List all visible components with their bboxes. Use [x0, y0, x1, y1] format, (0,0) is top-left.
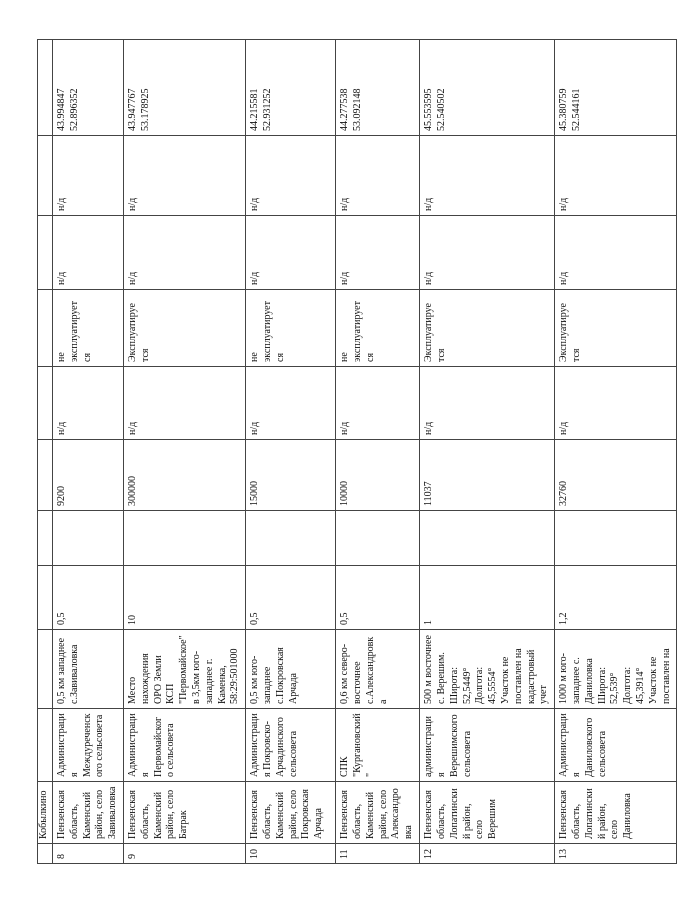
header-cell-empty	[38, 40, 53, 136]
na-cell: н/д	[53, 367, 124, 440]
depth-cell: 1	[420, 566, 555, 630]
rotated-table-wrapper	[37, 40, 672, 864]
place-cell: 1000 м юго-западнее с. Даниловка Широта: 52,539° Долгота: 45,3914° Участок не поставлен на	[555, 630, 677, 709]
header-cell-empty	[38, 630, 53, 709]
row-number-cell: 9	[123, 844, 245, 864]
header-cell-empty	[38, 440, 53, 511]
header-cell-empty	[38, 511, 53, 566]
table-row	[53, 40, 124, 864]
coordinates-cell: 44.277538 53.092148	[336, 40, 420, 136]
table-row	[246, 40, 336, 864]
status-cell: не эксплуатирует ся	[246, 290, 336, 367]
empty-cell	[246, 511, 336, 566]
header-cell-empty	[38, 290, 53, 367]
na-cell: н/д	[123, 136, 245, 216]
na-cell: н/д	[123, 367, 245, 440]
status-cell: Эксплуатируе тся	[555, 290, 677, 367]
wells-table	[37, 39, 677, 864]
place-cell: 500 м восточнее с. Верешим. Широта: 52,5449° Долгота: 45,5554° Участок не поставлен на кадастровый учет	[420, 630, 555, 709]
header-cell-empty	[38, 709, 53, 782]
na-cell: н/д	[246, 136, 336, 216]
place-cell: Место нахождения ОРО Земли КСП "Первомайское" в 3,5км юго-западнее г. Каменка, 58:29:501000	[123, 630, 245, 709]
table-row	[336, 40, 420, 864]
location-cell: Пензенская область, Каменский район, село Завиваловка	[53, 782, 124, 844]
status-cell: Эксплуатируе тся	[123, 290, 245, 367]
row-number-cell: 11	[336, 844, 420, 864]
empty-cell	[123, 511, 245, 566]
empty-cell	[53, 511, 124, 566]
empty-cell	[336, 511, 420, 566]
table-header-fragment-row	[38, 40, 53, 864]
location-cell: Пензенская область, Каменский район, село Батрак	[123, 782, 245, 844]
owner-cell: Администрация Первомайского сельсовета	[123, 709, 245, 782]
header-cell-empty	[38, 216, 53, 290]
location-cell: Пензенская область, Лопатинский район, село Верешим	[420, 782, 555, 844]
header-cell-empty	[38, 136, 53, 216]
table-row	[420, 40, 555, 864]
depth-cell: 1,2	[555, 566, 677, 630]
coordinates-cell: 45.553595 52.540502	[420, 40, 555, 136]
area-cell: 11037	[420, 440, 555, 511]
status-cell: не эксплуатирует ся	[336, 290, 420, 367]
na-cell: н/д	[420, 367, 555, 440]
table-body	[38, 40, 677, 864]
empty-cell	[420, 511, 555, 566]
place-cell: 0,6 км северо-восточнее с.Александровка	[336, 630, 420, 709]
area-cell: 300000	[123, 440, 245, 511]
na-cell: н/д	[123, 216, 245, 290]
area-cell: 10000	[336, 440, 420, 511]
depth-cell: 0,5	[336, 566, 420, 630]
area-cell: 9200	[53, 440, 124, 511]
row-number-cell: 8	[53, 844, 124, 864]
row-number-cell: 12	[420, 844, 555, 864]
na-cell: н/д	[246, 367, 336, 440]
na-cell: н/д	[53, 216, 124, 290]
na-cell: н/д	[555, 136, 677, 216]
na-cell: н/д	[246, 216, 336, 290]
owner-cell: Администрация Покровско-Арчадинского сельсовета	[246, 709, 336, 782]
coordinates-cell: 44.215581 52.931252	[246, 40, 336, 136]
table-row	[123, 40, 245, 864]
na-cell: н/д	[420, 136, 555, 216]
location-cell: Пензенская область, Каменский район, село Александровка	[336, 782, 420, 844]
row-number-cell: 13	[555, 844, 677, 864]
depth-cell: 0,5	[53, 566, 124, 630]
place-cell: 0,5 км западнее с.Завиваловка	[53, 630, 124, 709]
na-cell: н/д	[336, 136, 420, 216]
owner-cell: СПК "Кургановский"	[336, 709, 420, 782]
owner-cell: Администрация Междуреченского сельсовета	[53, 709, 124, 782]
header-cell-empty	[38, 367, 53, 440]
depth-cell: 10	[123, 566, 245, 630]
owner-cell: администрация Верешимского сельсовета	[420, 709, 555, 782]
owner-cell: Администрация Даниловского сельсовета	[555, 709, 677, 782]
area-cell: 15000	[246, 440, 336, 511]
area-cell: 32760	[555, 440, 677, 511]
row-number-cell: 10	[246, 844, 336, 864]
place-cell: 0,5 км юго-западнее с.Покровская Арчада	[246, 630, 336, 709]
status-cell: Эксплуатируе тся	[420, 290, 555, 367]
depth-cell: 0,5	[246, 566, 336, 630]
table-row	[555, 40, 677, 864]
na-cell: н/д	[555, 367, 677, 440]
coordinates-cell: 45.380759 52.544161	[555, 40, 677, 136]
header-cell-empty	[38, 566, 53, 630]
location-cell: Пензенская область, Лопатинский район, село Даниловка	[555, 782, 677, 844]
coordinates-cell: 43.994847 52.896352	[53, 40, 124, 136]
na-cell: н/д	[555, 216, 677, 290]
empty-cell	[555, 511, 677, 566]
na-cell: н/д	[336, 216, 420, 290]
status-cell: не эксплуатирует ся	[53, 290, 124, 367]
location-cell: Пензенская область, Каменский район, село Покровская Арчада	[246, 782, 336, 844]
na-cell: н/д	[336, 367, 420, 440]
na-cell: н/д	[53, 136, 124, 216]
header-cell-fragment: Кобылкино	[38, 782, 53, 844]
na-cell: н/д	[420, 216, 555, 290]
header-cell-empty	[38, 844, 53, 864]
coordinates-cell: 43.947767 53.178925	[123, 40, 245, 136]
